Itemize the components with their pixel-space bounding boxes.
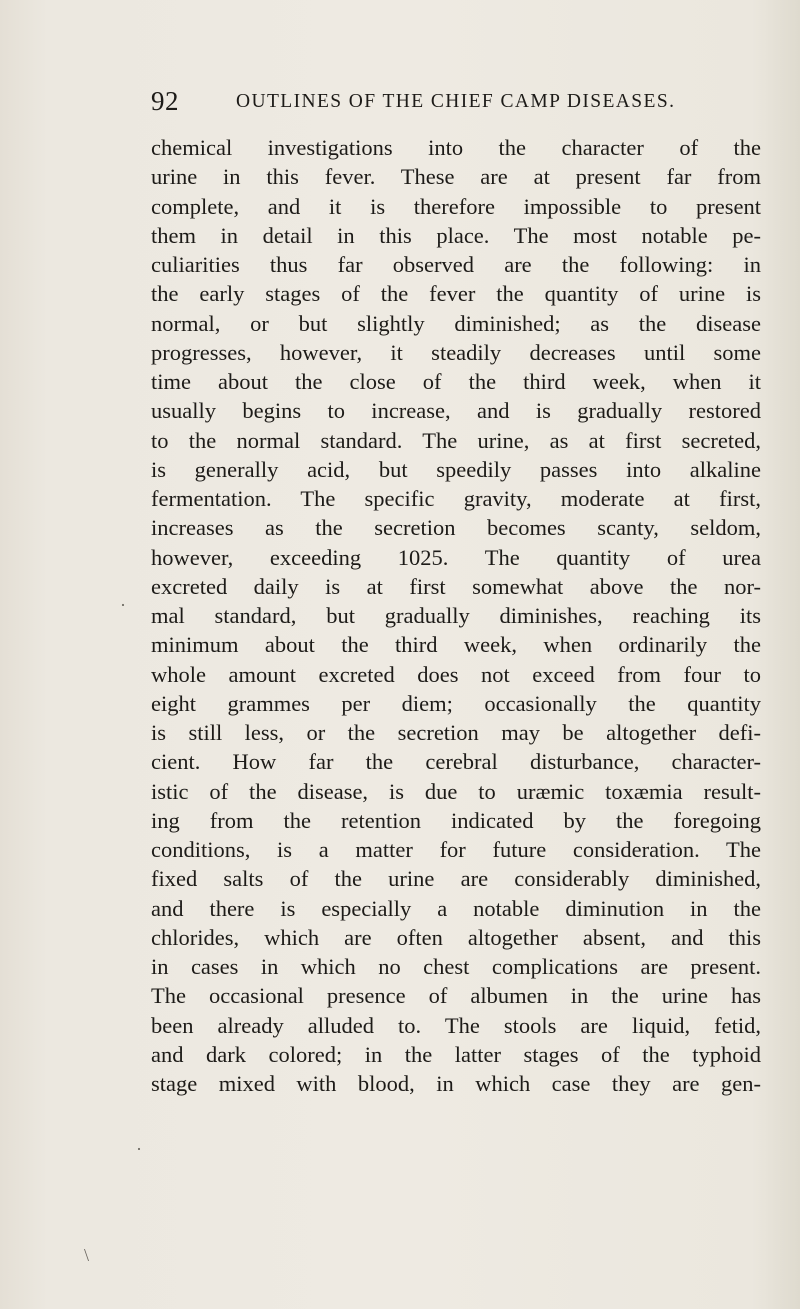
text-line: normal, or but slightly diminished; as the disease xyxy=(151,310,761,336)
text-line: minimum about the third week, when ordinarily the xyxy=(151,632,761,658)
text-line: them in detail in this place. The most notable pe- xyxy=(151,222,761,248)
page-number: 92 xyxy=(151,86,179,116)
text-line: stage mixed with blood, in which case they are gen- xyxy=(151,1071,761,1096)
text-line: to the normal standard. The urine, as at first secreted, xyxy=(151,427,761,453)
page-header xyxy=(151,86,691,116)
running-head: OUTLINES OF THE CHIEF CAMP DISEASES. xyxy=(236,91,676,112)
text-line: is generally acid, but speedily passes into alkaline xyxy=(151,456,761,482)
text-line: conditions, is a matter for future consideration. The xyxy=(151,837,761,862)
text-line: the early stages of the fever the quantity of urine is xyxy=(151,281,761,307)
text-line: progresses, however, it steadily decreases until some xyxy=(151,339,761,365)
text-line: whole amount excreted does not exceed from four to xyxy=(151,661,761,687)
text-line: istic of the disease, is due to uræmic toxæmia result- xyxy=(151,778,761,804)
text-line: in cases in which no chest complications are present. xyxy=(151,954,761,979)
text-line: been already alluded to. The stools are liquid, fetid, xyxy=(151,1012,761,1038)
text-line: ing from the retention indicated by the foregoing xyxy=(151,807,761,833)
margin-tick-mark: \ xyxy=(84,1245,90,1265)
margin-dot-mark: · xyxy=(136,1139,142,1159)
text-line: and dark colored; in the latter stages of the typhoid xyxy=(151,1041,761,1067)
text-line: chlorides, which are often altogether absent, and this xyxy=(151,924,761,950)
text-line: cient. How far the cerebral disturbance, character- xyxy=(151,749,761,775)
text-line: eight grammes per diem; occasionally the quantity xyxy=(151,690,761,716)
text-line: urine in this fever. These are at present far from xyxy=(151,164,761,190)
text-line: however, exceeding 1025. The quantity of urea xyxy=(151,544,761,570)
text-line: mal standard, but gradually diminishes, reaching its xyxy=(151,603,761,628)
text-line: chemical investigations into the character of the xyxy=(151,135,761,160)
text-line: increases as the secretion becomes scanty, seldom, xyxy=(151,515,761,541)
text-line: culiarities thus far observed are the following: in xyxy=(151,252,761,277)
text-line: The occasional presence of albumen in the urine has xyxy=(151,983,761,1009)
text-line: excreted daily is at first somewhat above the nor- xyxy=(151,573,761,599)
text-line: complete, and it is therefore impossible to present xyxy=(151,193,761,219)
body-text xyxy=(151,133,761,1098)
text-line: fermentation. The specific gravity, moderate at first, xyxy=(151,486,761,511)
text-line: time about the close of the third week, when it xyxy=(151,369,761,394)
text-line: is still less, or the secretion may be altogether defi- xyxy=(151,720,761,745)
margin-dot-mark: · xyxy=(120,595,126,615)
text-line: fixed salts of the urine are considerably diminished, xyxy=(151,866,761,892)
text-line: and there is especially a notable diminution in the xyxy=(151,895,761,921)
text-line: usually begins to increase, and is gradually restored xyxy=(151,398,761,424)
